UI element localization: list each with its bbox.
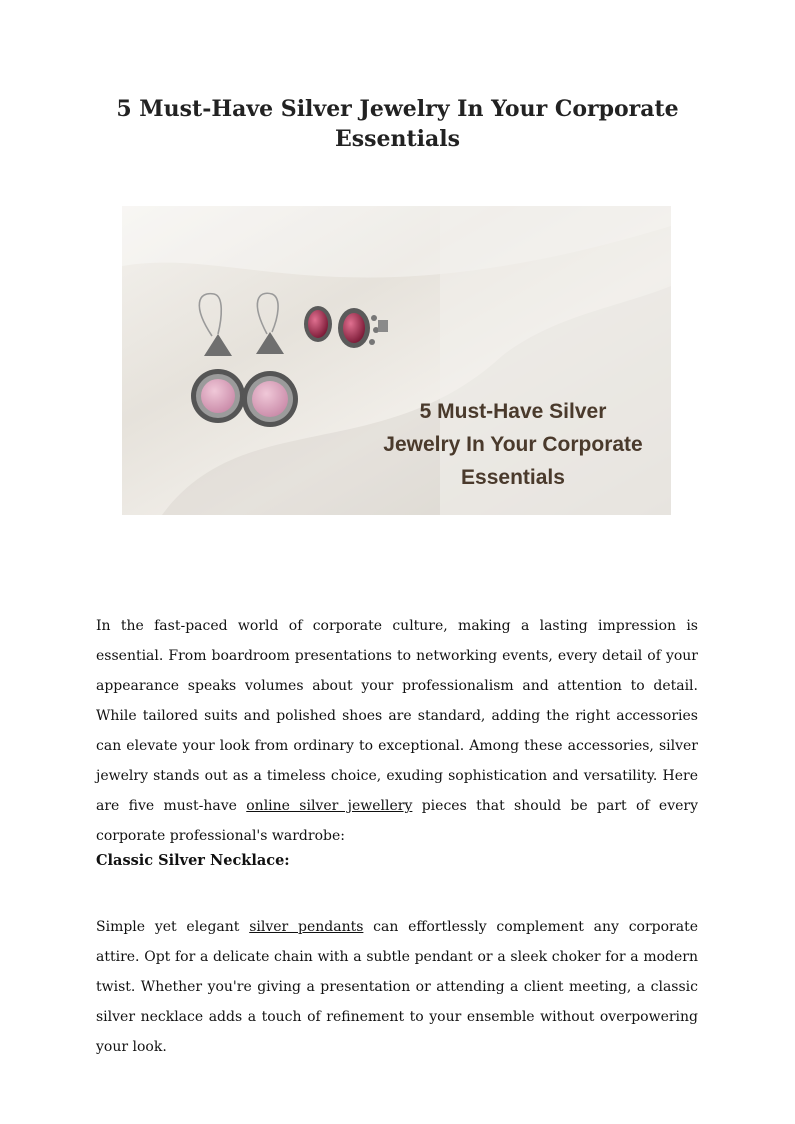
intro-text-end: pieces that should be part of every corporate professional's wardrobe: (96, 798, 699, 844)
intro-paragraph (96, 611, 698, 851)
necklace-text-end: can effortlessly complement any corporate attire. Opt for a delicate chain with a subtle pendant or a sleek choker for a modern twist. Whether you're giving a presentation or attending a client meeting, a classic silver necklace adds a touch of refinement to your ensemble without overpowering your look. (96, 919, 698, 1055)
hero-caption-line-2: Jewelry In Your Corporate (383, 433, 643, 456)
necklace-text-start: Simple yet elegant (96, 919, 250, 935)
document-title: 5 Must-Have Silver Jewelry In Your Corporate Essentials (116, 96, 679, 152)
hero-caption-line-3: Essentials (461, 466, 565, 489)
hero-illustration (122, 206, 671, 515)
section-heading-necklace: Classic Silver Necklace: (96, 852, 290, 869)
hero-caption-line-1: 5 Must-Have Silver (419, 400, 607, 423)
hero-image (122, 206, 671, 515)
necklace-paragraph (96, 912, 698, 1062)
online-silver-jewellery-link[interactable]: online silver jewellery (246, 798, 413, 814)
silver-pendants-link[interactable]: silver pendants (249, 919, 364, 935)
intro-text-start: In the fast-paced world of corporate culture, making a lasting impression is essential. From boardroom presentations to networking events, every detail of your appearance speaks volumes about your professionalism and attention to detail. While tailored suits and polished shoes are standard, adding the right accessories can elevate your look from ordinary to exceptional. Among these accessories, silver jewelry stands out as a timeless choice, exuding sophistication and versatility. Here are five must-have (96, 618, 698, 814)
